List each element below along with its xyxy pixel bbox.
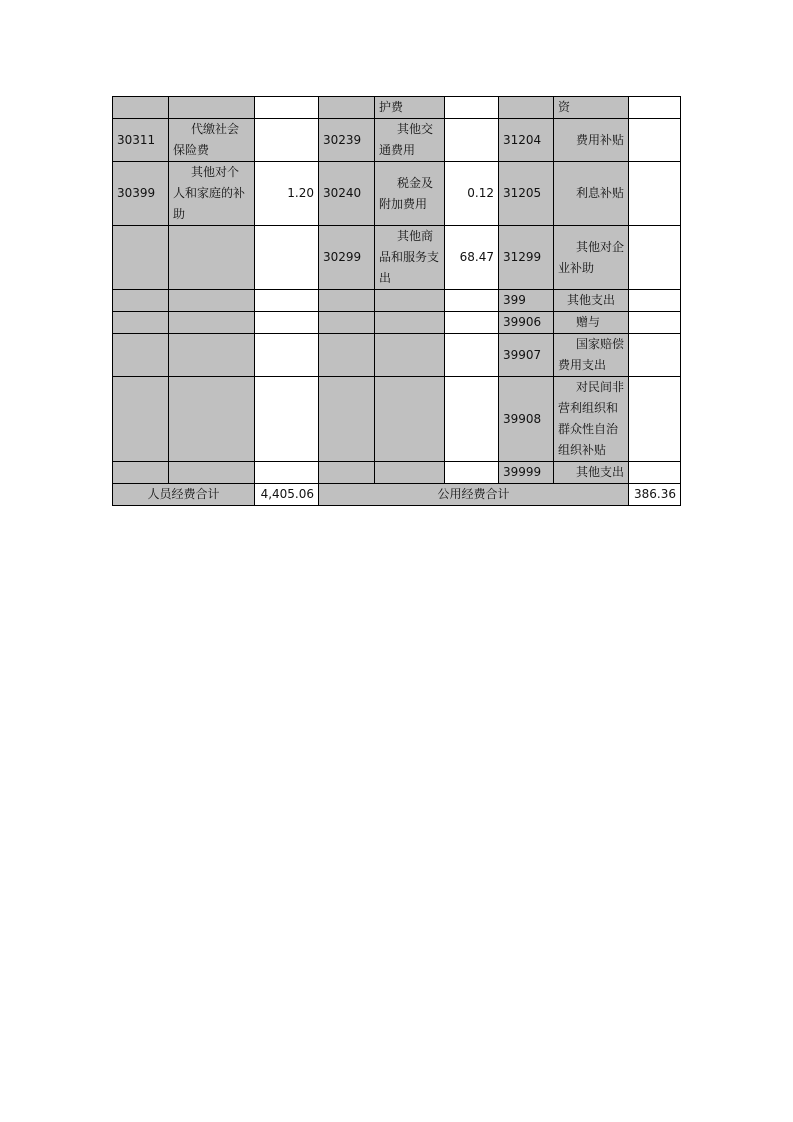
- code-cell: [319, 290, 375, 312]
- code-cell: 31205: [499, 162, 554, 226]
- amount-cell: [255, 97, 319, 119]
- item-name-cell: 费用补贴: [554, 119, 629, 162]
- amount-cell: [255, 290, 319, 312]
- code-cell: [113, 226, 169, 290]
- item-name-cell: 其他商品和服务支出: [375, 226, 445, 290]
- amount-cell: [629, 97, 681, 119]
- amount-cell: [629, 377, 681, 462]
- amount-cell: [255, 312, 319, 334]
- item-name-cell: 护费: [375, 97, 445, 119]
- code-cell: 31204: [499, 119, 554, 162]
- amount-cell: 1.20: [255, 162, 319, 226]
- amount-cell: [255, 334, 319, 377]
- code-cell: 30311: [113, 119, 169, 162]
- table-row: [113, 162, 681, 226]
- item-name-cell: 代缴社会保险费: [169, 119, 255, 162]
- amount-cell: [445, 290, 499, 312]
- item-name-cell: [169, 312, 255, 334]
- code-cell: [319, 334, 375, 377]
- item-name-cell: [169, 290, 255, 312]
- table-row: [113, 377, 681, 462]
- code-cell: 31299: [499, 226, 554, 290]
- table-row: [113, 119, 681, 162]
- item-name-cell: 其他支出: [554, 290, 629, 312]
- totals-row: [113, 484, 681, 506]
- amount-cell: 0.12: [445, 162, 499, 226]
- public-total-label: 公用经费合计: [319, 484, 629, 506]
- table-row: [113, 312, 681, 334]
- code-cell: [113, 97, 169, 119]
- item-name-cell: [375, 290, 445, 312]
- code-cell: 39908: [499, 377, 554, 462]
- amount-cell: [629, 462, 681, 484]
- item-name-cell: [169, 97, 255, 119]
- item-name-cell: 资: [554, 97, 629, 119]
- amount-cell: [629, 290, 681, 312]
- amount-cell: [445, 97, 499, 119]
- personnel-total-value: 4,405.06: [255, 484, 319, 506]
- item-name-cell: [169, 377, 255, 462]
- code-cell: 30240: [319, 162, 375, 226]
- item-name-cell: 其他交通费用: [375, 119, 445, 162]
- amount-cell: [255, 226, 319, 290]
- table-row: [113, 334, 681, 377]
- amount-cell: [255, 462, 319, 484]
- code-cell: 39906: [499, 312, 554, 334]
- code-cell: 30299: [319, 226, 375, 290]
- table-row: [113, 97, 681, 119]
- code-cell: 39907: [499, 334, 554, 377]
- code-cell: 399: [499, 290, 554, 312]
- item-name-cell: 税金及附加费用: [375, 162, 445, 226]
- table-row: [113, 462, 681, 484]
- amount-cell: [445, 377, 499, 462]
- amount-cell: [255, 377, 319, 462]
- code-cell: [499, 97, 554, 119]
- table-row: [113, 226, 681, 290]
- amount-cell: [629, 226, 681, 290]
- item-name-cell: [375, 377, 445, 462]
- item-name-cell: 国家赔偿费用支出: [554, 334, 629, 377]
- item-name-cell: 其他对企业补助: [554, 226, 629, 290]
- amount-cell: [629, 162, 681, 226]
- code-cell: [319, 462, 375, 484]
- item-name-cell: [169, 334, 255, 377]
- amount-cell: [445, 119, 499, 162]
- item-name-cell: [375, 334, 445, 377]
- code-cell: [319, 377, 375, 462]
- amount-cell: [445, 334, 499, 377]
- code-cell: 39999: [499, 462, 554, 484]
- amount-cell: [255, 119, 319, 162]
- amount-cell: [629, 312, 681, 334]
- code-cell: [113, 312, 169, 334]
- table-row: [113, 290, 681, 312]
- item-name-cell: 其他对个人和家庭的补助: [169, 162, 255, 226]
- item-name-cell: 赠与: [554, 312, 629, 334]
- code-cell: 30399: [113, 162, 169, 226]
- amount-cell: [445, 312, 499, 334]
- item-name-cell: [169, 462, 255, 484]
- code-cell: [113, 462, 169, 484]
- amount-cell: [445, 462, 499, 484]
- item-name-cell: [375, 462, 445, 484]
- amount-cell: [629, 334, 681, 377]
- item-name-cell: 其他支出: [554, 462, 629, 484]
- personnel-total-label: 人员经费合计: [113, 484, 255, 506]
- code-cell: [319, 312, 375, 334]
- item-name-cell: 对民间非营利组织和群众性自治组织补贴: [554, 377, 629, 462]
- code-cell: [113, 290, 169, 312]
- code-cell: [113, 334, 169, 377]
- public-total-value: 386.36: [629, 484, 681, 506]
- amount-cell: 68.47: [445, 226, 499, 290]
- item-name-cell: [375, 312, 445, 334]
- amount-cell: [629, 119, 681, 162]
- item-name-cell: [169, 226, 255, 290]
- code-cell: [113, 377, 169, 462]
- code-cell: [319, 97, 375, 119]
- expense-table: [112, 96, 681, 506]
- item-name-cell: 利息补贴: [554, 162, 629, 226]
- code-cell: 30239: [319, 119, 375, 162]
